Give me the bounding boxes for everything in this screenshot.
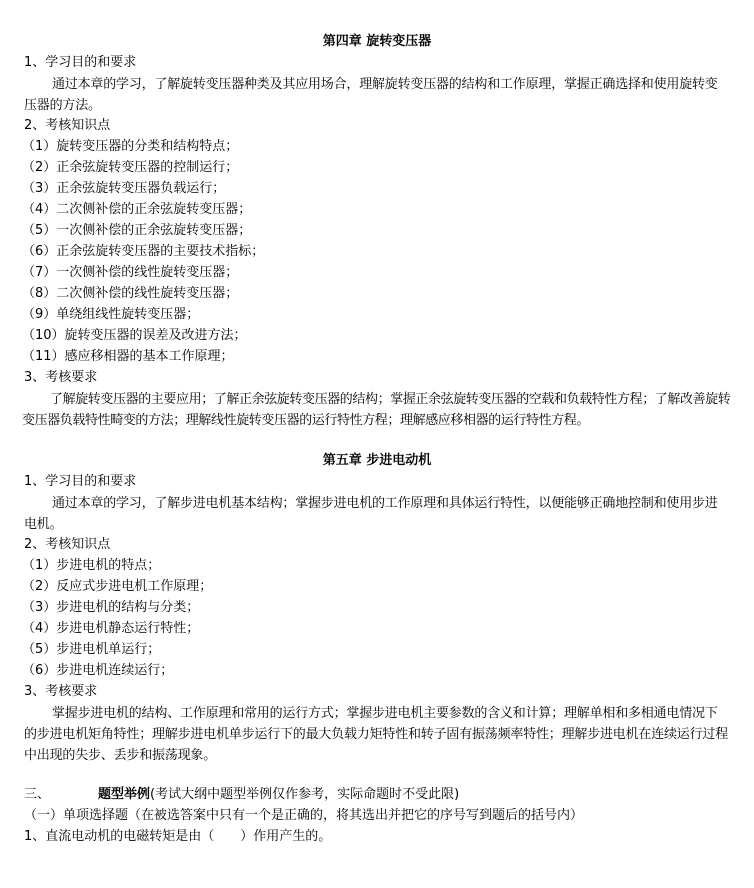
chapter-5-title: 第五章 步进电动机 [322,453,432,468]
ch4-section-3-text: 了解旋转变压器的主要应用；了解正余弦旋转变压器的结构；掌握正余弦旋转变压器的空载和负载特性方程；了解改善旋转变压器负载特性畸变的方法；理解线性旋转变压器的运行特性方程；理解感应移相器的运行特性方程。 [22,392,731,428]
ch4-point: （8）二次侧补偿的线性旋转变压器； [22,286,239,301]
ch4-section-1-text: 通过本章的学习，了解旋转变压器种类及其应用场合，理解旋转变压器的结构和工作原理，掌握正确选择和使用旋转变压器的方法。 [24,77,718,113]
ch4-point: （5）一次侧补偿的正余弦旋转变压器； [22,223,252,238]
ch4-point: （6）正余弦旋转变压器的主要技术指标； [22,244,265,259]
chapter-4-title: 第四章 旋转变压器 [322,34,432,49]
ch5-point: （6）步进电机连续运行； [22,663,174,678]
ch4-point: （1）旋转变压器的分类和结构特点； [22,139,239,154]
part-3-heading: 题型举例 [98,787,151,802]
part-3-note: (考试大纲中题型举例仅作参考，实际命题时不受此限) [150,787,460,802]
ch5-section-1-text: 通过本章的学习，了解步进电机基本结构；掌握步进电机的工作原理和具体运行特性，以便能够正确地控制和使用步进电机。 [24,496,718,532]
part-3-heading-line [24,785,734,805]
ch4-point: （10）旋转变压器的误差及改进方法； [22,328,247,343]
ch5-section-3-heading: 3、考核要求 [24,684,98,699]
ch5-section-2-heading: 2、考核知识点 [24,537,111,552]
part-3-subheading: （一）单项选择题（在被选答案中只有一个是正确的，将其选出并把它的序号写到题后的括号内） [24,808,584,823]
question-1: 1、直流电动机的电磁转矩是由（ ）作用产生的。 [24,829,332,844]
ch4-section-2-heading: 2、考核知识点 [24,118,111,133]
ch4-section-1-heading: 1、学习目的和要求 [24,55,137,70]
ch5-point: （3）步进电机的结构与分类； [22,600,200,615]
ch4-point: （11）感应移相器的基本工作原理； [22,349,234,364]
ch5-point: （2）反应式步进电机工作原理； [22,579,213,594]
ch5-section-1-heading: 1、学习目的和要求 [24,474,137,489]
ch4-point: （4）二次侧补偿的正余弦旋转变压器； [22,202,252,217]
ch5-point: （5）步进电机单运行； [22,642,161,657]
ch4-point: （2）正余弦旋转变压器的控制运行； [22,160,239,175]
ch5-point: （4）步进电机静态运行特性； [22,621,200,636]
ch4-point: （3）正余弦旋转变压器负载运行； [22,181,226,196]
part-3-number: 三、 [24,787,51,802]
ch5-section-3-text: 掌握步进电机的结构、工作原理和常用的运行方式；掌握步进电机主要参数的含义和计算；理解单相和多相通电情况下的步进电机矩角特性；理解步进电机单步运行下的最大负载力矩特性和转子固有振荡频率特性；理解步进电机在连续运行过程中出现的失步、丢步和振荡现象。 [24,706,729,763]
ch4-point: （9）单绕组线性旋转变压器； [22,307,200,322]
ch4-point: （7）一次侧补偿的线性旋转变压器； [22,265,239,280]
ch5-point: （1）步进电机的特点； [22,558,161,573]
ch4-section-3-heading: 3、考核要求 [24,370,98,385]
